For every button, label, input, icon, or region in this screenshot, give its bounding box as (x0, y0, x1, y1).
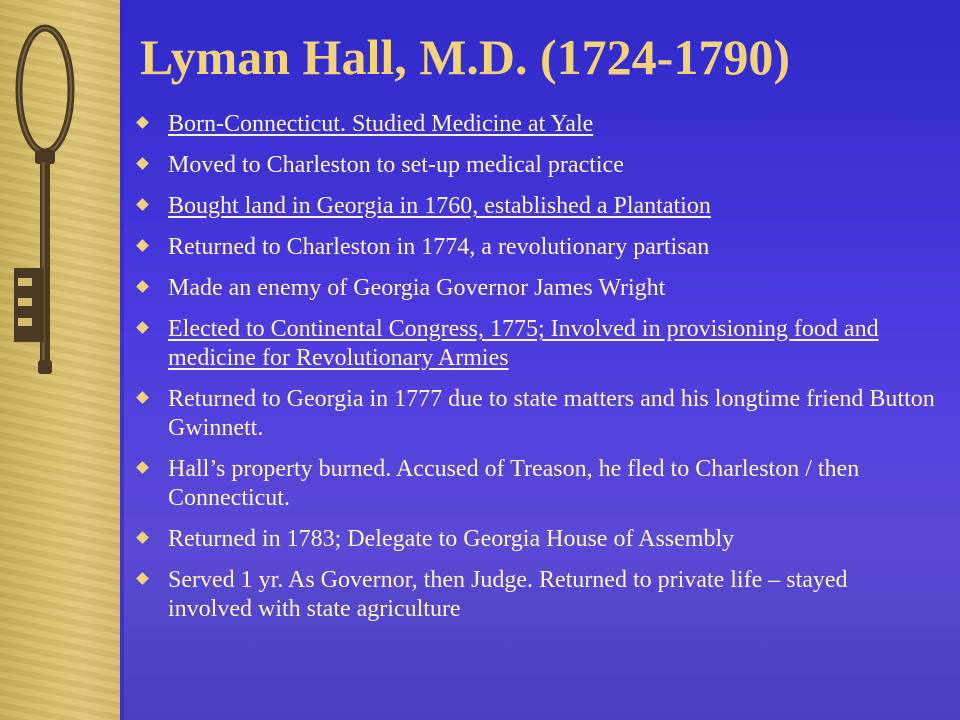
diamond-bullet-icon (136, 391, 149, 404)
parchment-strip (0, 0, 120, 720)
bullet-item (132, 151, 937, 180)
strip-divider (120, 0, 124, 720)
bullet-text[interactable]: Born-Connecticut. Studied Medicine at Yale (168, 111, 594, 137)
diamond-bullet-icon (136, 572, 149, 585)
diamond-bullet-icon (136, 531, 149, 544)
bullet-text: Returned to Georgia in 1777 due to state matters and his longtime friend Button Gwinnett. (168, 386, 935, 441)
bullet-item (132, 525, 937, 554)
bullet-text: Returned in 1783; Delegate to Georgia House of Assembly (168, 526, 735, 552)
diamond-bullet-icon (136, 157, 149, 170)
bullet-text: Returned to Charleston in 1774, a revolutionary partisan (168, 234, 710, 260)
bullet-text[interactable]: Elected to Continental Congress, 1775; Involved in provisioning food and medicine for Revolutionary Armies (168, 316, 879, 371)
slide-title: Lyman Hall, M.D. (1724-1790) (140, 29, 790, 85)
bullet-item (132, 455, 937, 513)
diamond-bullet-icon (136, 461, 149, 474)
bullet-text: Moved to Charleston to set-up medical practice (168, 152, 624, 178)
bullet-item[interactable] (132, 315, 937, 373)
antique-key-icon (0, 0, 120, 380)
bullet-text: Hall’s property burned. Accused of Treason, he fled to Charleston / then Connecticut. (168, 456, 860, 511)
diamond-bullet-icon (136, 280, 149, 293)
bullet-item[interactable] (132, 110, 937, 139)
bullet-item (132, 566, 937, 624)
diamond-bullet-icon (136, 116, 149, 129)
diamond-bullet-icon (136, 198, 149, 211)
bullet-item[interactable] (132, 192, 937, 221)
diamond-bullet-icon (136, 321, 149, 334)
diamond-bullet-icon (136, 239, 149, 252)
bullet-item (132, 385, 937, 443)
bullet-text: Served 1 yr. As Governor, then Judge. Returned to private life – stayed involved with state agriculture (168, 567, 848, 622)
bullet-list (132, 110, 937, 636)
bullet-text: Made an enemy of Georgia Governor James Wright (168, 275, 666, 301)
bullet-item (132, 274, 937, 303)
bullet-text[interactable]: Bought land in Georgia in 1760, established a Plantation (168, 193, 711, 219)
bullet-item (132, 233, 937, 262)
